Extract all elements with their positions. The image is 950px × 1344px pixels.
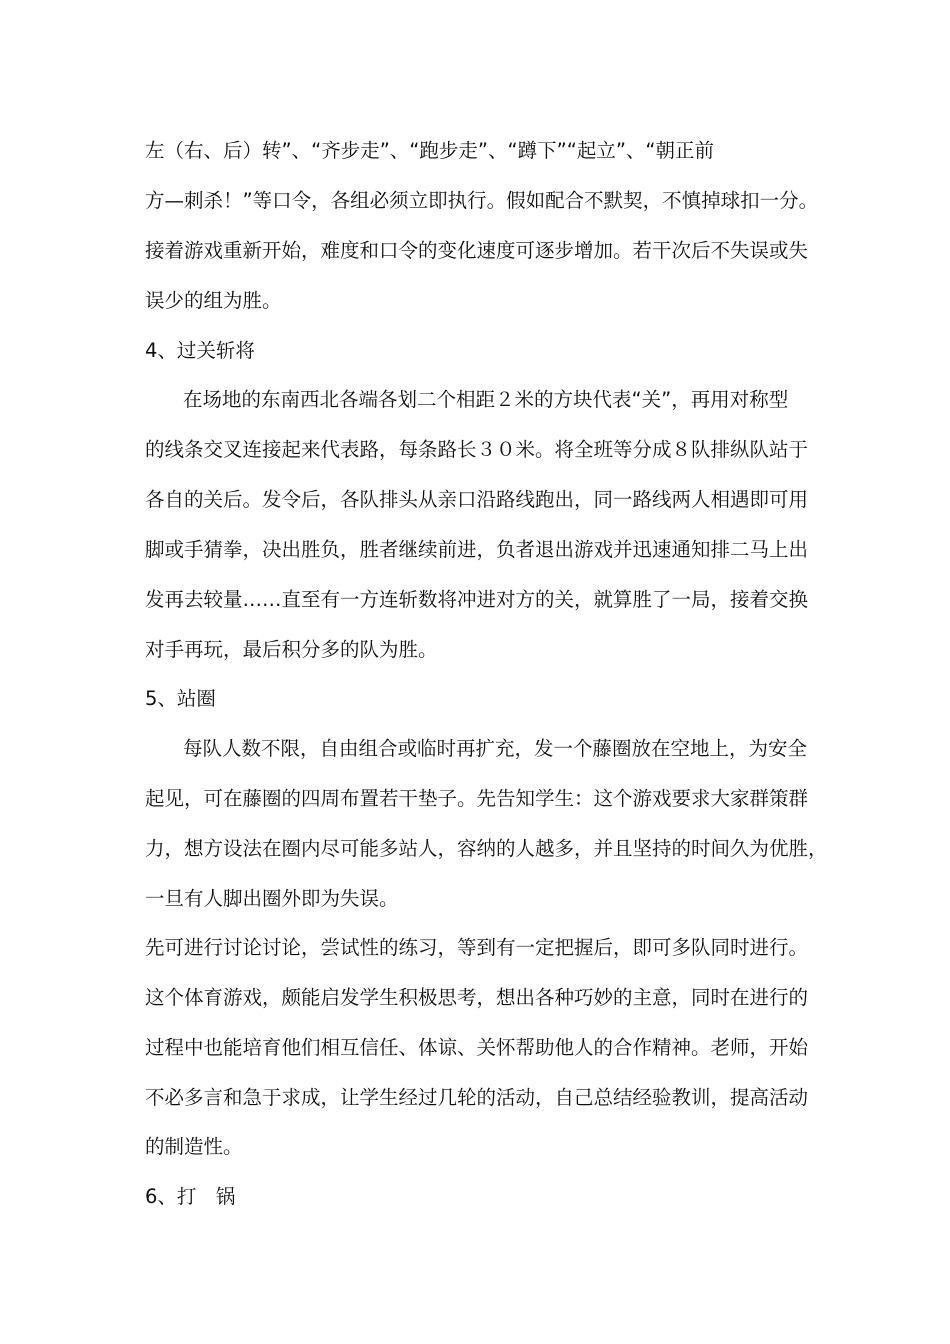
body-text-line: 这个体育游戏，颇能启发学生积极思考，想出各种巧妙的主意，同时在进行的 [145,986,809,1009]
body-text-line: 不必多言和急于求成，让学生经过几轮的活动，自己总结经验教训，提高活动 [145,1086,809,1109]
body-text-line: 的线条交叉连接起来代表路，每条路长３０米。将全班等分成８队排纵队站于 [145,438,809,461]
body-text-line: 过程中也能培育他们相互信任、体谅、关怀帮助他人的合作精神。老师，开始 [145,1036,809,1059]
section-heading: 5、站圈 [145,687,216,710]
body-text-line: 方—刺杀！”等口令，各组必须立即执行。假如配合不默契，不慎掉球扣一分。 [145,189,819,212]
section-heading: 6、打 锅 [145,1185,236,1208]
body-text-line: 先可进行讨论讨论，尝试性的练习，等到有一定把握后，即可多队同时进行。 [145,936,809,959]
body-text-line: 接着游戏重新开始，难度和口令的变化速度可逐步增加。若干次后不失误或失 [145,239,809,262]
body-text-line: 左（右、后）转”、“齐步走”、“跑步走”、“蹲下”“起立”、“朝正前 [145,139,715,162]
section-heading: 4、过关斩将 [145,339,255,362]
body-text-line: 起见，可在藤圈的四周布置若干垫子。先告知学生：这个游戏要求大家群策群 [145,787,809,810]
body-text-line: 力，想方设法在圈内尽可能多站人，容纳的人越多，并且坚持的时间久为优胜， [145,837,828,860]
body-text-line: 各自的关后。发令后，各队排头从亲口沿路线跑出，同一路线两人相遇即可用 [145,488,809,511]
body-text-line: 在场地的东南西北各端各划二个相距２米的方块代表“关”，再用对称型 [183,388,789,411]
body-text-line: 脚或手猜拳，决出胜负，胜者继续前进，负者退出游戏并迅速通知排二马上出 [145,538,809,561]
body-text-line: 发再去较量……直至有一方连斩数将冲进对方的关，就算胜了一局，接着交换 [145,588,809,611]
body-text-line: 每队人数不限，自由组合或临时再扩充，发一个藤圈放在空地上，为安全 [183,737,808,760]
body-text-line: 的制造性。 [145,1135,243,1158]
body-text-line: 对手再玩，最后积分多的队为胜。 [145,638,438,661]
body-text-line: 一旦有人脚出圈外即为失误。 [145,887,399,910]
body-text-line: 误少的组为胜。 [145,289,282,312]
